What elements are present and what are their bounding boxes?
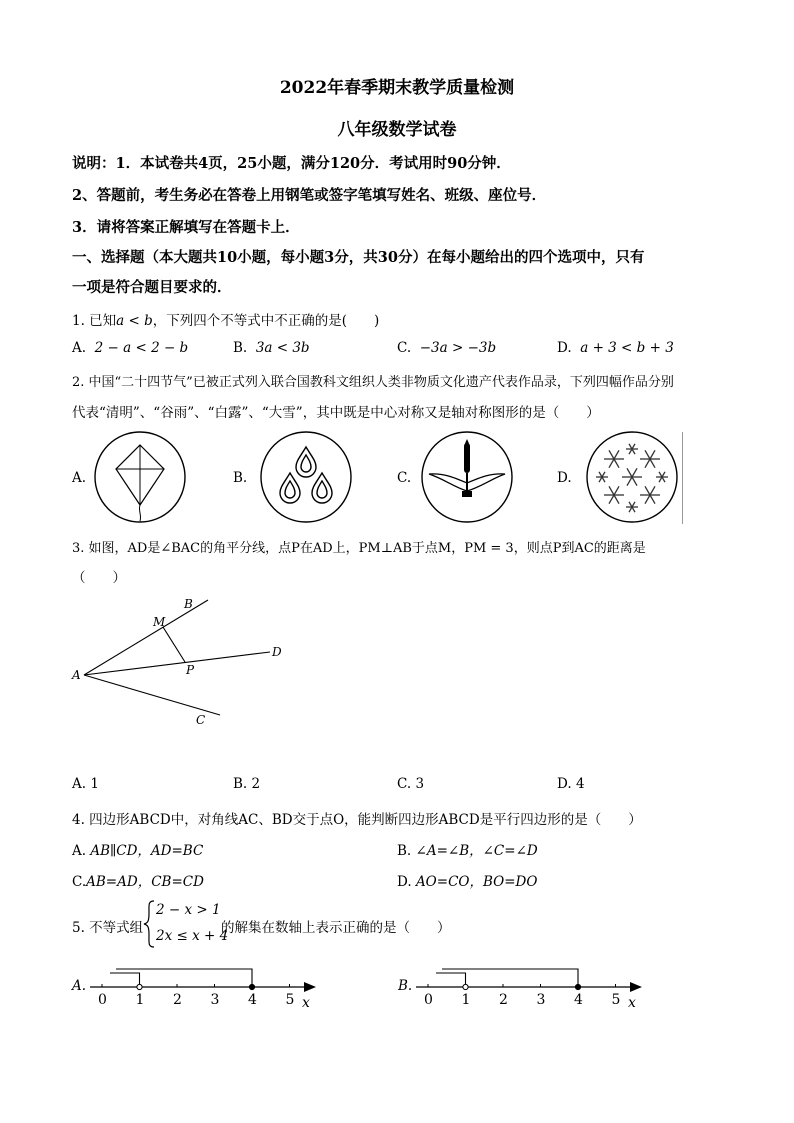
axis-b — [416, 969, 642, 1010]
section-heading-line1: 一、选择题（本大题共10小题，每小题3分，共30分）在每小题给出的四个选项中，只有 — [72, 249, 645, 266]
snowflake-arm — [627, 477, 632, 486]
axis-variable: x — [628, 995, 636, 1010]
q3-option-b[interactable] — [233, 776, 260, 792]
tick-label: 0 — [424, 992, 433, 1008]
option-text: AB∥CD，AD=BC — [90, 843, 204, 859]
snowflake-arm — [629, 502, 632, 507]
snowflake-arm — [632, 507, 635, 512]
label-c: C — [196, 713, 206, 727]
ray-right — [442, 969, 578, 987]
tick-label: 2 — [499, 992, 508, 1008]
snowflake-arm — [614, 450, 619, 459]
option-text: 2 — [251, 776, 261, 792]
raindrops-image[interactable] — [258, 429, 354, 525]
snowflake-arm — [609, 495, 614, 504]
snowflake-arm — [602, 477, 605, 482]
endpoint-4 — [575, 984, 580, 989]
instruction-1: 说明：1．本试卷共4页，25小题，满分120分．考试用时90分钟． — [72, 155, 511, 172]
question-2-line2: 代表“清明”、“谷雨”、“白露”、“大雪”，其中既是中心对称又是轴对称图形的是（ ） — [72, 405, 600, 421]
ray-right — [116, 969, 252, 987]
option-text: 2 − a < 2 − b — [94, 340, 189, 356]
ray-left — [110, 973, 140, 987]
snowflake-arm — [645, 459, 650, 468]
tick-label: 2 — [173, 992, 182, 1008]
snowflake-arm — [645, 450, 650, 459]
instruction-3: 3．请将答案正解填写在答题卡上． — [72, 219, 300, 236]
option-label: C. — [397, 340, 412, 356]
snowflake-arm — [609, 459, 614, 468]
q2-option-b-label[interactable]: B. — [233, 470, 248, 486]
snowflake-arm — [650, 495, 655, 504]
q5-prefix: 5. 不等式组 — [72, 920, 144, 936]
q5-suffix: 的解集在数轴上表示正确的是（ ） — [221, 920, 451, 936]
q1-option-a[interactable] — [72, 340, 188, 356]
question-3-line1: 3. 如图，AD是∠BAC的角平分线，点P在AD上，PM⊥AB于点M，PM = 3，则点P到AC的距离是 — [72, 541, 646, 556]
snowflake-arm — [632, 502, 635, 507]
snowflake-arm — [645, 486, 650, 495]
option-label: C. — [397, 776, 412, 792]
axis-a — [90, 969, 316, 1010]
snowflake-arm — [609, 450, 614, 459]
snowflake-arm — [614, 495, 619, 504]
snowflake-arm — [629, 444, 632, 449]
q2-option-d-label[interactable]: D. — [557, 470, 572, 486]
q4-option-d[interactable] — [397, 870, 537, 890]
q1-condition: a < b — [116, 313, 153, 329]
snowflake-arm — [629, 507, 632, 512]
option-label: B. — [233, 776, 248, 792]
snowflake-image[interactable] — [584, 429, 680, 525]
option-text: 4 — [575, 776, 585, 792]
q5-option-b-label[interactable]: B. — [398, 978, 413, 994]
q5-inequality-1: 2 − x > 1 — [156, 902, 221, 918]
question-3-line2: （ ） — [72, 570, 126, 586]
option-text: ∠A=∠B，∠C=∠D — [415, 843, 538, 859]
option-text: −3a > −3b — [419, 340, 497, 356]
exam-title: 2022年春季期末教学质量检测 — [279, 78, 515, 98]
option-label: D. — [397, 874, 412, 890]
snowflake-arm — [614, 459, 619, 468]
label-m: M — [153, 615, 166, 629]
exam-subtitle: 八年级数学试卷 — [337, 120, 457, 140]
section-heading-line2: 一项是符合题目要求的． — [72, 279, 232, 296]
snowflake-arm — [599, 477, 602, 482]
q5-inequality-2: 2x ≤ x + 4 — [156, 928, 229, 944]
axis-arrow — [630, 982, 642, 992]
option-label: A. — [72, 843, 87, 859]
q3-option-a[interactable] — [72, 776, 99, 792]
question-4: 4. 四边形ABCD中，对角线AC、BD交于点O，能判断四边形ABCD是平行四边形的是（ ） — [72, 812, 642, 828]
option-label: D. — [557, 340, 572, 356]
option-text: a + 3 < b + 3 — [580, 340, 674, 356]
question-2-line1: 2. 中国“二十四节气”已被正式列入联合国教科文组织人类非物质文化遗产代表作品录，下列四幅作品分别 — [72, 375, 674, 390]
q5-option-a-label[interactable]: A. — [72, 978, 87, 994]
option-text: AO=CO，BO=DO — [415, 874, 538, 890]
q2-option-a-label[interactable]: A. — [72, 470, 87, 486]
option-text: AB=AD，CB=CD — [86, 874, 204, 890]
snowflake-arm — [632, 468, 637, 477]
question-1 — [72, 309, 379, 329]
tick-label: 4 — [574, 992, 583, 1008]
snowflake-arm — [632, 449, 635, 454]
snowflake-arm — [662, 477, 665, 482]
snowflake-arm — [632, 444, 635, 449]
tick-label: 0 — [98, 992, 107, 1008]
dew-image[interactable] — [419, 429, 515, 525]
q4-option-b[interactable] — [397, 839, 538, 859]
q3-option-d[interactable] — [557, 776, 585, 792]
option-label: C. — [72, 874, 87, 890]
snowflake-arm — [662, 472, 665, 477]
tick-label: 3 — [210, 992, 220, 1008]
option-label: A. — [72, 776, 87, 792]
label-a: A — [72, 668, 81, 682]
snowflake-arm — [602, 472, 605, 477]
label-d: D — [272, 645, 282, 659]
snowflake-arm — [614, 486, 619, 495]
endpoint-1 — [463, 984, 468, 989]
snowflake-arm — [645, 495, 650, 504]
kite-image[interactable] — [92, 429, 188, 525]
divider — [682, 432, 683, 524]
option-label: D. — [557, 776, 572, 792]
q3-option-c[interactable] — [397, 776, 424, 792]
tick-label: 4 — [248, 992, 257, 1008]
option-label: A. — [72, 340, 87, 356]
endpoint-1 — [137, 984, 142, 989]
q1-option-c[interactable] — [397, 340, 496, 356]
q1-option-b[interactable] — [233, 340, 310, 356]
axis-variable: x — [302, 995, 310, 1010]
tick-label: 1 — [461, 992, 471, 1008]
brace-icon — [142, 899, 156, 949]
q4-option-c[interactable] — [72, 870, 204, 890]
q1-suffix: ，下列四个不等式中不正确的是( ) — [152, 313, 380, 329]
option-text: 1 — [90, 776, 99, 792]
q1-prefix: 1. 已知 — [72, 313, 117, 329]
snowflake-arm — [659, 477, 662, 482]
snowflake-arm — [629, 449, 632, 454]
option-label: B. — [233, 340, 248, 356]
tick-label: 5 — [611, 992, 621, 1008]
snowflake-arm — [650, 486, 655, 495]
tick-label: 3 — [536, 992, 546, 1008]
snowflake-arm — [627, 468, 632, 477]
tick-label: 1 — [135, 992, 145, 1008]
snowflake-arm — [650, 459, 655, 468]
label-b: B — [184, 597, 193, 611]
instruction-2: 2、答题前，考生务必在答卷上用钢笔或签字笔填写姓名、班级、座位号． — [72, 187, 547, 204]
ray-left — [436, 973, 466, 987]
q4-option-a[interactable] — [72, 839, 203, 859]
snowflake-arm — [650, 450, 655, 459]
option-label: B. — [397, 843, 412, 859]
snowflake-arm — [659, 472, 662, 477]
snowflake-arm — [609, 486, 614, 495]
tick-label: 5 — [285, 992, 295, 1008]
option-text: 3a < 3b — [255, 340, 310, 356]
axis-arrow — [304, 982, 316, 992]
snowflake-arm — [599, 472, 602, 477]
endpoint-4 — [249, 984, 254, 989]
number-line-a[interactable] — [86, 960, 326, 1010]
number-line-b[interactable] — [412, 960, 652, 1010]
angle-bisector-figure — [60, 590, 300, 735]
snowflake-arm — [632, 477, 637, 486]
q2-option-c-label[interactable]: C. — [397, 470, 412, 486]
label-p: P — [186, 663, 195, 677]
q1-option-d[interactable] — [557, 340, 674, 356]
option-text: 3 — [415, 776, 425, 792]
